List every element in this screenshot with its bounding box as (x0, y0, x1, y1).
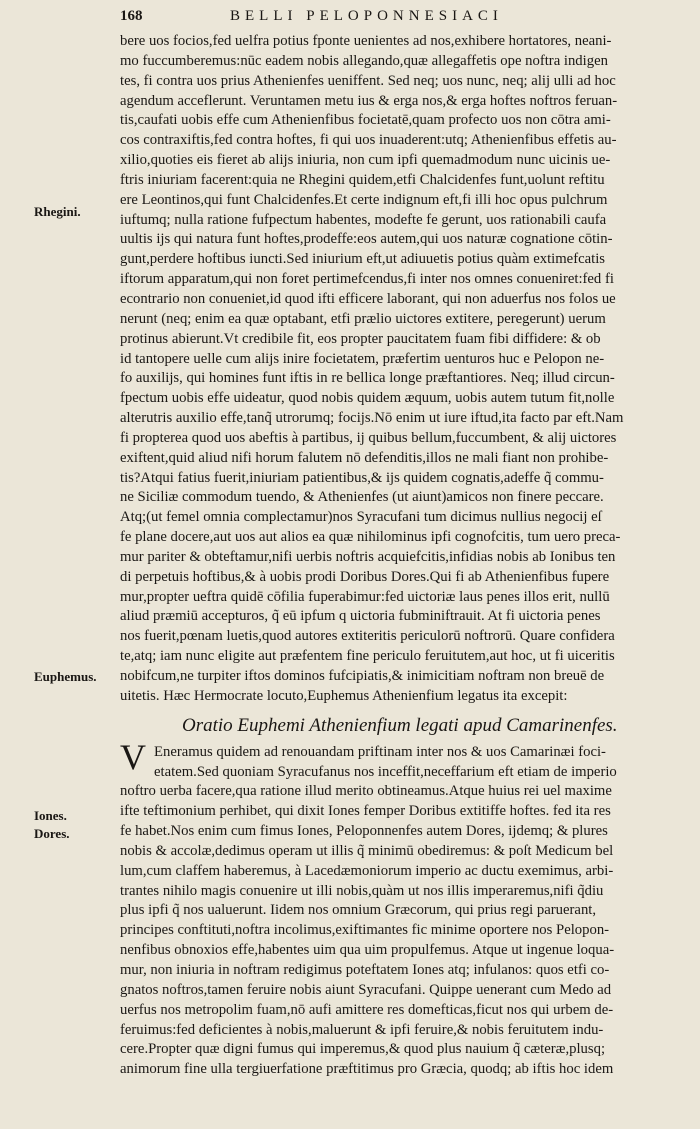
text-line: aliud præmiū accepturos, q̃ eū ipfum q uictoria fubminiftrauit. At fi uictoria penes (120, 608, 601, 625)
text-line: principes conftituti,noftra incolimus,exiftimantes fic minime oportere nos Pelopon- (120, 922, 610, 939)
text-line: di perpetuis hoftibus,& à uobis prodi Doribus Dores.Qui fi ab Athenienfibus fupere (120, 568, 610, 585)
text-line: trantes nihilo magis conuenire ut illi nobis,quàm ut nos illis imperaremus,nifi q̃diu (120, 882, 604, 899)
text-line: noftro uerba facere,qua ratione illud merito obtineamus.Atque huius rei uel maxime (120, 783, 612, 800)
text-line: agendum acceflerunt. Veruntamen metu ius & erga nos,& erga hoftes noftros feruan- (120, 92, 618, 109)
text-line: nerunt (neq; enim ea quæ optabant, etfi prælio uictores extitere, peregerunt) uerum (120, 310, 606, 327)
text-line: fi propterea quod uos abeftis à partibus, ij quibus bellum,fuccumbent, & alij uictores (120, 429, 617, 446)
text-line: id tantopere uelle cum alijs inire focietatem, præfertim uenturos huc e Pelopon ne- (120, 350, 605, 367)
text-line: feruimus:fed deficientes à nobis,maluerunt & ipfi feruire,& nobis feruitutem indu- (120, 1021, 604, 1038)
text-line: protinus abierunt.Vt credibile fit, eos propter paucitatem fuam fibi diffidere: & ob (120, 330, 601, 347)
page-number: 168 (120, 8, 143, 24)
margin-note-euphemus: Euphemus. (34, 669, 97, 684)
text-line: iuftumq; nulla ratione fufpectum habentes, modefte fe gerunt, uos rationabili caufa (120, 211, 607, 228)
text-line: plus ipfi q̃ nos ualuerunt. Iidem nos omnium Græcorum, qui prius regi paruerant, (120, 902, 597, 919)
text-line: nos fuerit,pœnam luetis,quod autores extiteritis periculorū noftrorū. Quare confidera (120, 628, 615, 645)
text-line: nobifcum,ne turpiter iftos dominos fufcipiatis,& inimicitiam noftram non breuē de (120, 668, 605, 684)
oration-heading: Oratio Euphemi Athenienfium legati apud Camarinenfes. (182, 714, 618, 736)
text-line: tis?Atqui fatius fuerit,iniuriam patientibus,& ijs quidem cognatis,adeffe q̃ commu- (120, 469, 604, 486)
text-line: animorum fine ulla tergiuerfatione præftitimus pro Græcia, quodq; ab iftis hoc idem (120, 1061, 614, 1078)
text-line: fe habet.Nos enim cum fimus Iones, Peloponnenfes autem Dores, ijdemq; & plures (120, 823, 608, 840)
text-line: uerfus nos metropolim fuam,nō aufi amittere res domefticas,ficut nos qui urbem de- (120, 1001, 614, 1018)
text-line: fo auxilijs, qui homines funt iftis in re bellica longe præftantiores. Neq; illud circun- (120, 370, 615, 387)
text-line: cos contraxiftis,fed contra hoftes, fi qui uos inuaderent:utq; Athenienfibus effetis au- (120, 132, 617, 149)
text-line: nenfibus obnoxios effe,habentes uim qua uim propulfemus. Atque ut ingenue loqua- (120, 942, 615, 959)
paragraph-euphemus-speech (120, 736, 678, 1080)
first-line-text: Eneramus quidem ad renouandam priftinam inter nos & uos Camarinæi foci- (154, 743, 606, 760)
text-line: mur,propter ueftra quidē cōfilia fuperabimur:fed uictoriæ laus penes illos erit, nullū (120, 588, 610, 605)
text-line: fpectum uobis effe uideatur, quod nobis quidem æquum, uobis autem tutum fit,nolle (120, 390, 615, 407)
text-line: lum,cum claffem haberemus, à Lacedæmoniorum imperio ac ductu exemimus, arbi- (120, 862, 614, 879)
text-line: mo fuccumberemus:nūc eadem nobis allegando,quæ allegaffetis ope noftra indigen (120, 52, 608, 69)
text-line: exiftent,quid aliud nifi horum falutem nō defenditis,illos ne mali fiant non prohibe- (120, 449, 609, 466)
text-line: tes, fi contra uos prius Athenienfes ueniffent. Sed neq; uos nunc, neq; alij ulli ad hoc (120, 72, 616, 89)
margin-note-dores: Dores. (34, 826, 70, 841)
text-line: ere Leontinos,qui funt Chalcidenfes.Et certe indignum eft,fi illi hoc opus pulchrum (120, 191, 608, 208)
text-line: iftorum apparatum,qui non foret pertimefcendus,fi inter nos omnes conueniret:fed fi (120, 271, 614, 288)
text-line: mur pariter & obteftamur,nifi uerbis noftris acquiefcitis,infidias nobis ab Ionibus ten (120, 548, 616, 565)
text-line: ifte teftimonium perhibet, qui dixit Iones femper Doribus extitiffe hoftes. fed ita res (120, 803, 611, 820)
drop-cap: V (120, 736, 146, 777)
text-line: bere uos focios,fed uelfra potius fponte uenientes ad nos,exhibere hortatores, neani- (120, 33, 612, 49)
text-line: ftris iniuriam facerent:quia ne Rhegini quidem,etfi Chalcidenfes funt,uolunt reftitu (120, 171, 605, 188)
paragraph-syracusan-speech (120, 32, 678, 707)
text-line: cere.Propter quæ digni fumus qui imperemus,& quod plus nauium q̃ cæteræ,plusq; (120, 1041, 606, 1058)
text-line: uitetis. Hæc Hermocrate locuto,Euphemus Athenienfium legatus ita excepit: (120, 687, 568, 704)
text-line: xilio,quoties eis fieret ab alijs iniuria, non cum ipfi quemadmodum nunc uicinis ue- (120, 152, 611, 169)
text-line: te,atq; iam nunc eligite aut præfentem fine periculo feruitutem,aut hoc, ut fi uiceritis (120, 648, 615, 665)
margin-note-rhegini: Rhegini. (34, 204, 81, 219)
text-line: etatem.Sed quoniam Syracufanus nos inceffit,neceffarium eft etiam de imperio (154, 763, 617, 780)
text-line: gnatos noftros,tamen feruire nobis aiunt Syracufani. Quippe uenerant cum Medo ad (120, 981, 612, 998)
page-header (120, 6, 680, 30)
margin-note-iones: Iones. (34, 808, 67, 823)
text-line: gunt,perdere hoftibus iuncti.Sed iniurium eft,ut adiuuetis potius quàm extimefcatis (120, 251, 605, 268)
text-line: mur, non iniuria in noftram redigimus poteftatem Iones atq; infulanos: quos etfi co- (120, 961, 610, 978)
text-line: econtrario non conueniet,id quod ifti efficere laborant, qui non aduerfus nos folos ue (120, 290, 616, 307)
text-line: nobis & accolæ,dedimus operam ut illis q̃ minimū obediremus: & poſt Medicum bel (120, 842, 614, 859)
text-line: ne Siciliæ commodum tuendo, & Athenienfes (ut aiunt)amicos non finere peccare. (120, 489, 604, 506)
running-title: BELLI PELOPONNESIACI (230, 8, 503, 24)
text-line: uultis ijs qui natura funt hoftes,prodeffe:eos autem,qui uos naturæ cognatione cōtin- (120, 231, 613, 248)
text-line: fe plane docere,aut uos aut alios ea quæ nihilominus ipfi cognofcitis, tum uero preca- (120, 529, 621, 546)
text-line: tis,caufati uobis effe cum Athenienfibus focietatē,quam profecto uos non cōtra ami- (120, 112, 611, 129)
body-text (120, 32, 678, 1080)
text-line: Atq;(ut femel omnia complectamur)nos Syracufani tum dicimus nullius negocij eſ (120, 509, 602, 526)
text-line: alterutris auxilio effe,tanq̃ utrorumq; focijs.Nō enim ut iure iftud,ita facto par eft.Nam (120, 410, 624, 427)
